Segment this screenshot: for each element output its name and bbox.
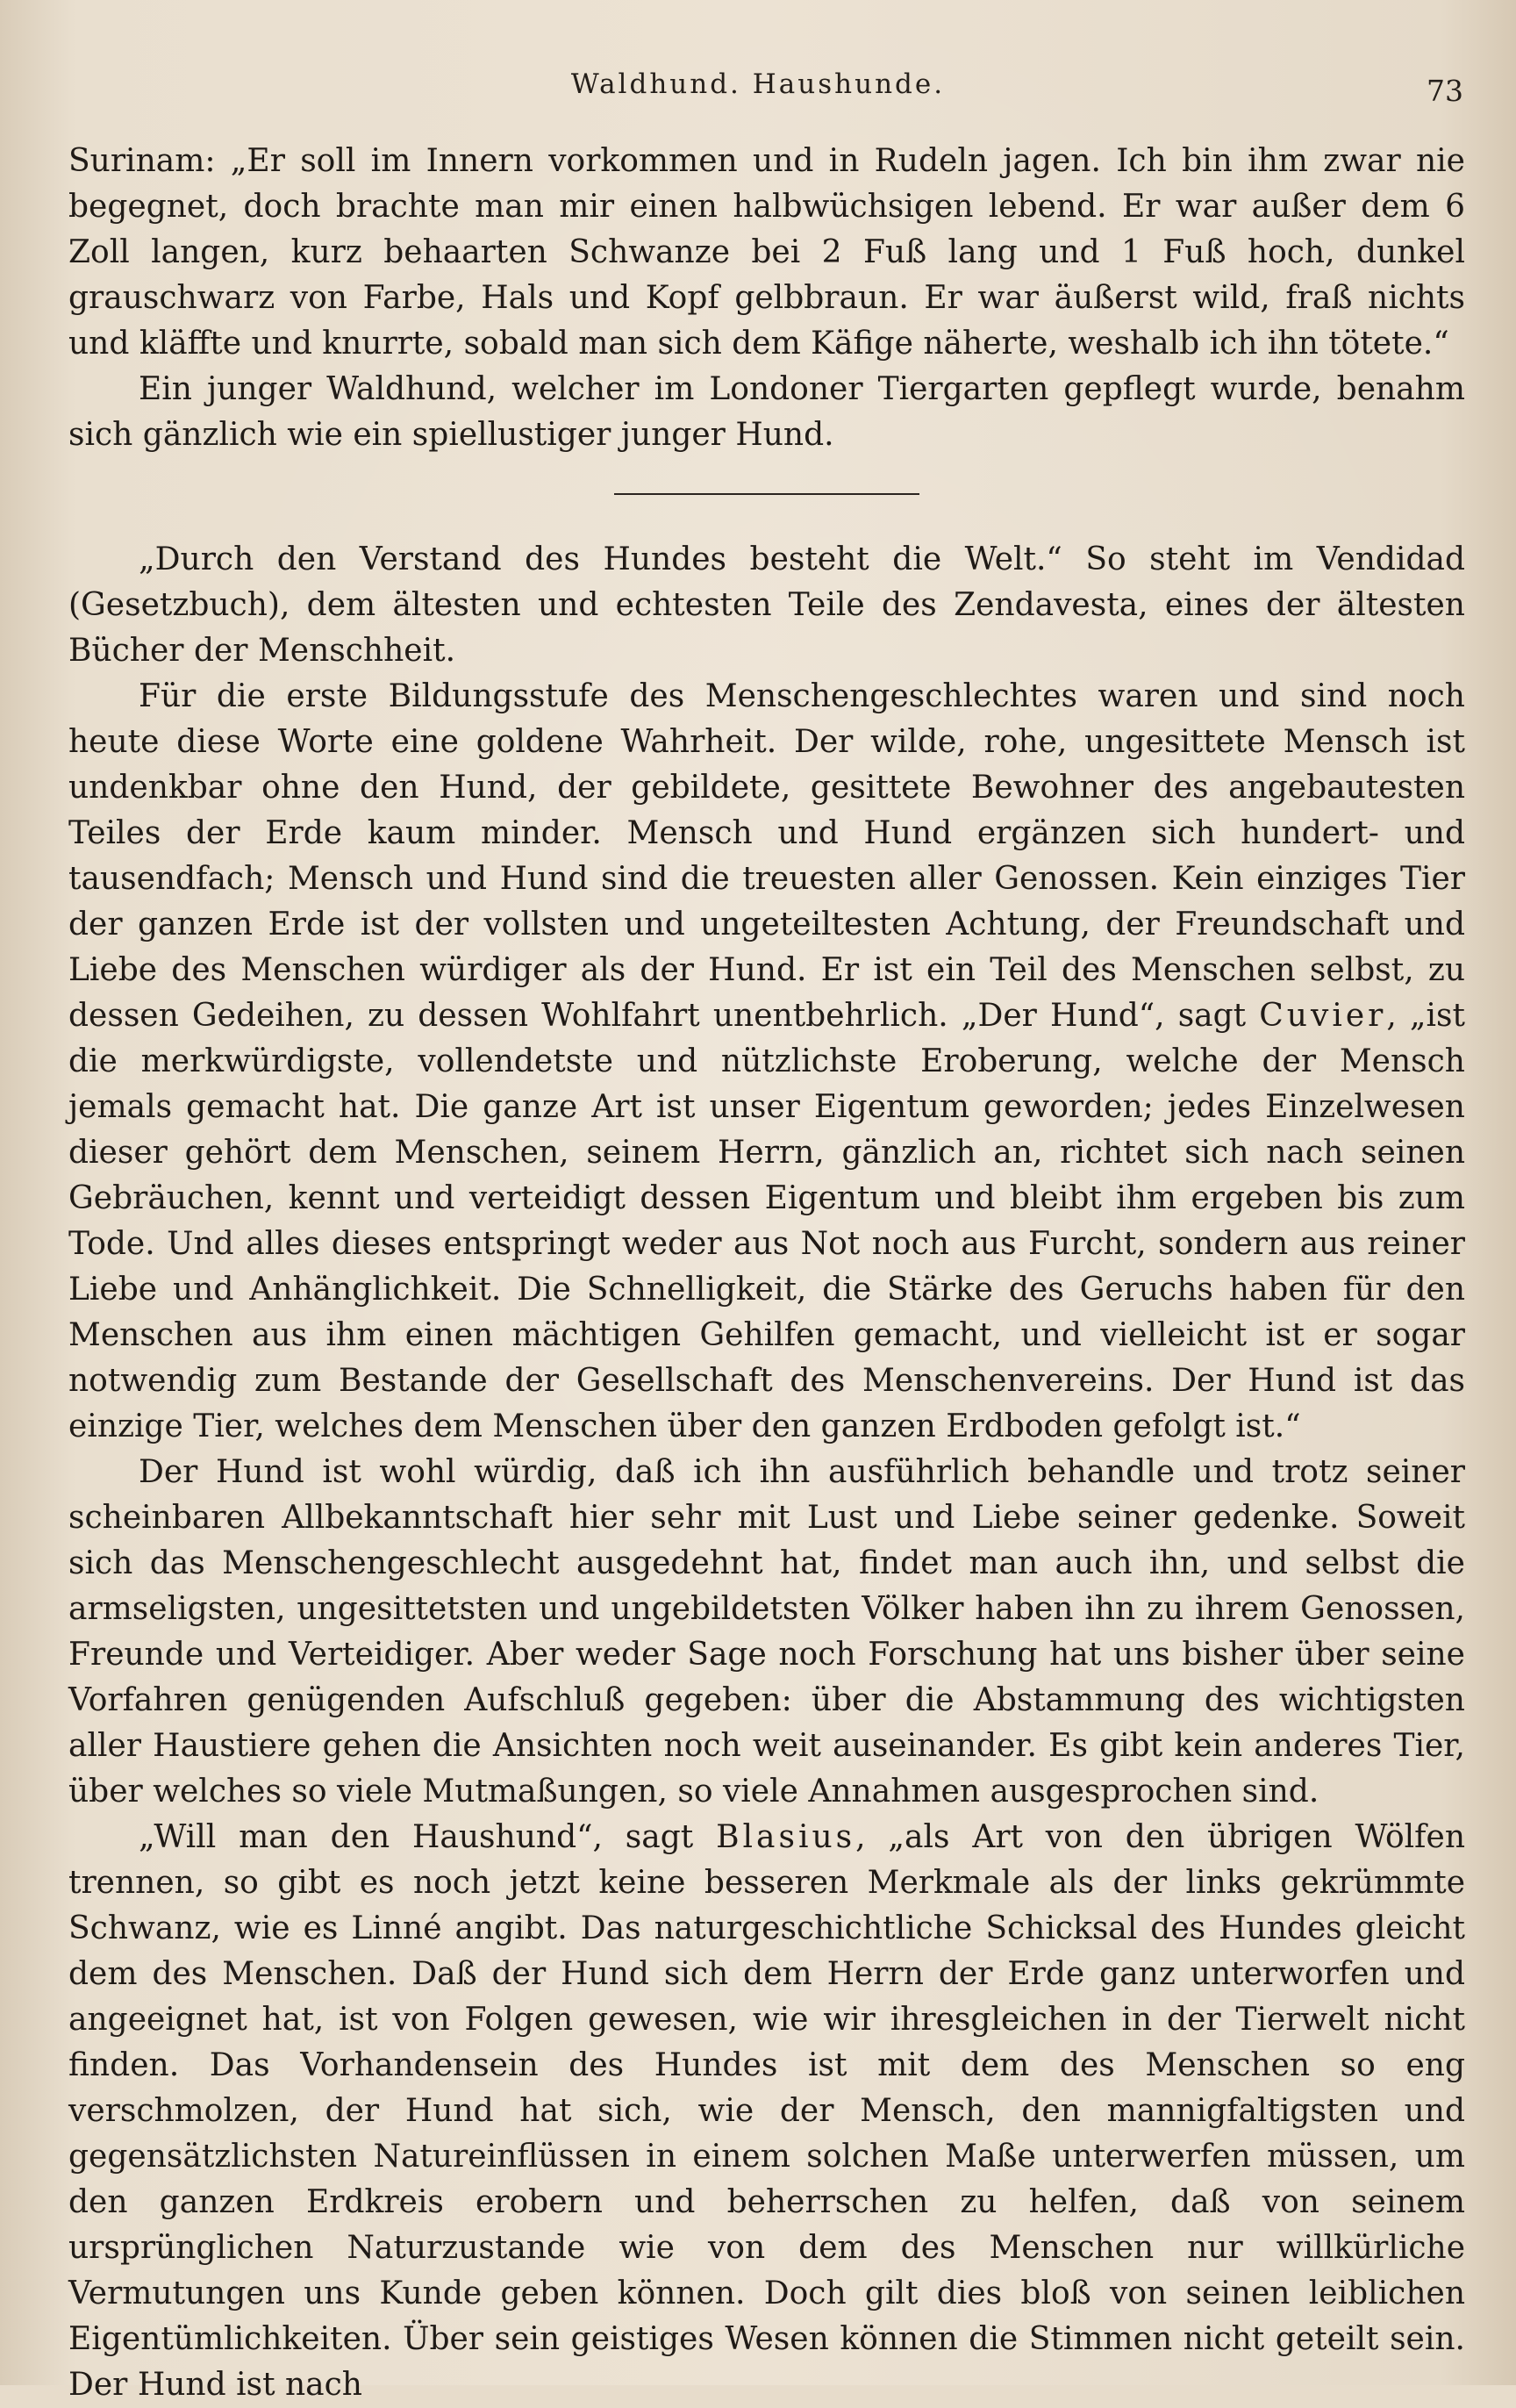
paragraph-1: Surinam: „Er soll im Innern vorkommen und in Rudeln jagen. Ich bin ihm zwar nie begegnet, doch brachte man mir einen halbwüchsigen lebend. Er war außer dem 6 Zoll langen, kurz behaarten Schwanze bei 2 Fuß lang und 1 Fuß hoch, dunkel grauschwarz von Farbe, Hals und Kopf gelbbraun. Er war äußerst wild, fraß nichts und kläffte und knurrte, sobald man sich dem Käfige näherte, weshalb ich ihn tötete.“ [68, 143, 1465, 362]
paragraph-5: Der Hund ist wohl würdig, daß ich ihn ausführlich behandle und trotz seiner scheinbaren Allbekanntschaft hier sehr mit Lust und Liebe seiner gedenke. Soweit sich das Menschengeschlecht ausgedehnt hat, findet man auch ihn, und selbst die armseligsten, ungesittetsten und ungebildetsten Völker haben ihn zu ihrem Genossen, Freunde und Verteidiger. Aber weder Sage noch Forschung hat uns bisher über seine Vorfahren genügenden Aufschluß gegeben: über die Abstammung des wichtigsten aller Haustiere gehen die Ansichten noch weit auseinander. Es gibt kein anderes Tier, über welches so viele Mutmaßungen, so viele Annahmen ausgesprochen sind. [68, 1454, 1465, 1810]
paragraph-6-part-a: „Will man den Haushund“, sagt [139, 1819, 717, 1855]
paragraph-4-part-a: Für die erste Bildungsstufe des Menschengeschlechtes waren und sind noch heute diese Worte eine goldene Wahrheit. Der wilde, rohe, ungesittete Mensch ist undenkbar ohne den Hund, der gebildete, gesittete Bewohner des angebautesten Teiles der Erde kaum minder. Mensch und Hund ergänzen sich hundert- und tausendfach; Mensch und Hund sind die treuesten aller Genossen. Kein einziges Tier der ganzen Erde ist der vollsten und ungeteiltesten Achtung, der Freundschaft und Liebe des Menschen würdiger als der Hund. Er ist ein Teil des Menschen selbst, zu dessen Gedeihen, zu dessen Wohlfahrt unentbehrlich. „Der Hund“, sagt [68, 678, 1465, 1034]
body-text [68, 139, 1465, 2408]
paragraph-4 [68, 674, 1465, 1450]
running-head [0, 68, 1516, 112]
paragraph-3: „Durch den Verstand des Hundes besteht die Welt.“ So steht im Vendidad (Gesetzbuch), dem ältesten und echtesten Teile des Zendavesta, eines der ältesten Bücher der Menschheit. [68, 541, 1465, 669]
paragraph-4-part-b: , „ist die merkwürdigste, vollendetste und nützlichste Eroberung, welche der Mensch jemals gemacht hat. Die ganze Art ist unser Eigentum geworden; jedes Einzelwesen dieser gehört dem Menschen, seinem Herrn, gänzlich an, richtet sich nach seinen Gebräuchen, kennt und verteidigt dessen Eigentum und bleibt ihm ergeben bis zum Tode. Und alles dieses entspringt weder aus Not noch aus Furcht, sondern aus reiner Liebe und Anhänglichkeit. Die Schnelligkeit, die Stärke des Geruchs haben für den Menschen aus ihm einen mächtigen Gehilfen gemacht, und vielleicht ist er sogar notwendig zum Bestande der Gesellschaft des Menschenvereins. Der Hund ist das einzige Tier, welches dem Menschen über den ganzen Erdboden gefolgt ist.“ [68, 998, 1466, 1444]
paragraph-2: Ein junger Waldhund, welcher im Londoner Tiergarten gepflegt wurde, benahm sich gänzlich wie ein spiellustiger junger Hund. [68, 371, 1465, 453]
author-name-blasius: Blasius [716, 1819, 856, 1855]
author-name-cuvier: Cuvier [1259, 998, 1387, 1034]
paragraph-6 [68, 1815, 1465, 2408]
section-divider [614, 493, 919, 495]
page-number: 73 [1427, 74, 1463, 108]
paragraph-6-part-b: , „als Art von den übrigen Wölfen trennen, so gibt es noch jetzt keine besseren Merkmale als der links gekrümmte Schwanz, wie es Linné angibt. Das naturgeschichtliche Schicksal des Hundes gleicht dem des Menschen. Daß der Hund sich dem Herrn der Erde ganz unterworfen und angeeignet hat, ist von Folgen gewesen, wie wir ihresgleichen in der Tierwelt nicht finden. Das Vorhandensein des Hundes ist mit dem des Menschen so eng verschmolzen, der Hund hat sich, wie der Mensch, den mannigfaltigsten und gegensätzlichsten Natureinflüssen in einem solchen Maße unterwerfen müssen, um den ganzen Erdkreis erobern und beherrschen zu helfen, daß von seinem ursprünglichen Naturzustande wie von dem des Menschen nur willkürliche Vermutungen uns Kunde geben können. Doch gilt dies bloß von seinen leiblichen Eigentümlichkeiten. Über sein geistiges Wesen können die Stimmen nicht geteilt sein. Der Hund ist nach [68, 1819, 1465, 2403]
running-title: Waldhund. Haushunde. [570, 68, 946, 100]
